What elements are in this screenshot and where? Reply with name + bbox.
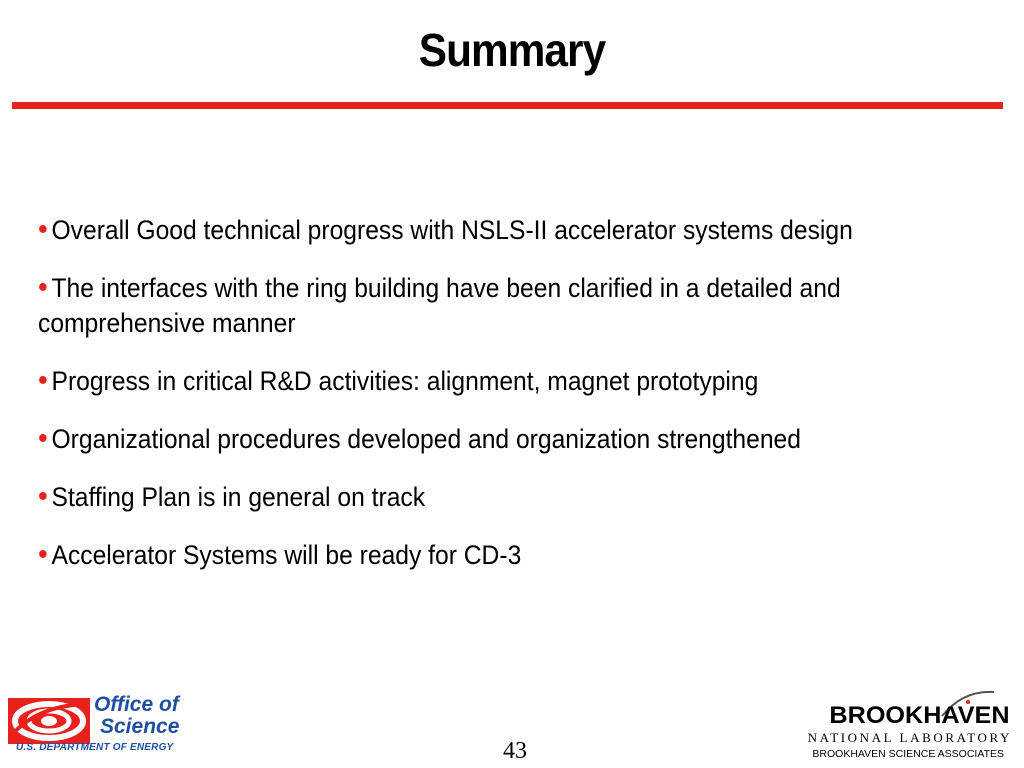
- bullet-item: [38, 212, 996, 248]
- bnl-associates: BROOKHAVEN SCIENCE ASSOCIATES: [812, 748, 1004, 760]
- bullet-text: Overall Good technical progress with NSLS-II accelerator systems design: [51, 215, 853, 245]
- title-underline: [12, 102, 1003, 109]
- office-of-science-wordmark: [94, 694, 179, 738]
- bullet-dot-icon: •: [38, 271, 48, 304]
- bullet-dot-icon: •: [38, 364, 48, 397]
- bullet-item: [38, 421, 996, 457]
- bullet-dot-icon: •: [38, 422, 48, 455]
- brookhaven-logo: [790, 688, 1018, 766]
- doe-tagline: U.S. DEPARTMENT OF ENERGY: [16, 742, 174, 753]
- bullet-item: [38, 363, 996, 399]
- bullet-dot-icon: •: [38, 538, 48, 571]
- bullet-dot-icon: •: [38, 213, 48, 246]
- bullet-text: Accelerator Systems will be ready for CD-3: [51, 540, 522, 570]
- bullet-text: Organizational procedures developed and organization strengthened: [51, 424, 801, 454]
- bullet-text: The interfaces with the ring building have been clarified in a detailed and comprehensive manner: [38, 273, 841, 338]
- bnl-subtitle: NATIONAL LABORATORY: [807, 730, 1012, 745]
- bullet-text: Staffing Plan is in general on track: [51, 482, 426, 512]
- bullet-item: [38, 270, 996, 341]
- page-number: 43: [503, 738, 527, 764]
- bullet-list: [38, 212, 998, 595]
- office-of-science-logo: [6, 690, 216, 760]
- oos-line2: Science: [100, 715, 180, 738]
- bullet-text: Progress in critical R&D activities: alignment, magnet prototyping: [51, 366, 759, 396]
- bullet-item: [38, 537, 996, 573]
- oos-line1: Office of: [94, 693, 179, 716]
- bullet-dot-icon: •: [38, 480, 48, 513]
- doe-swirl-icon: [6, 696, 92, 746]
- bullet-item: [38, 479, 996, 515]
- bnl-wordmark: BROOKHAVEN: [829, 702, 1010, 729]
- slide-title: Summary: [418, 24, 606, 76]
